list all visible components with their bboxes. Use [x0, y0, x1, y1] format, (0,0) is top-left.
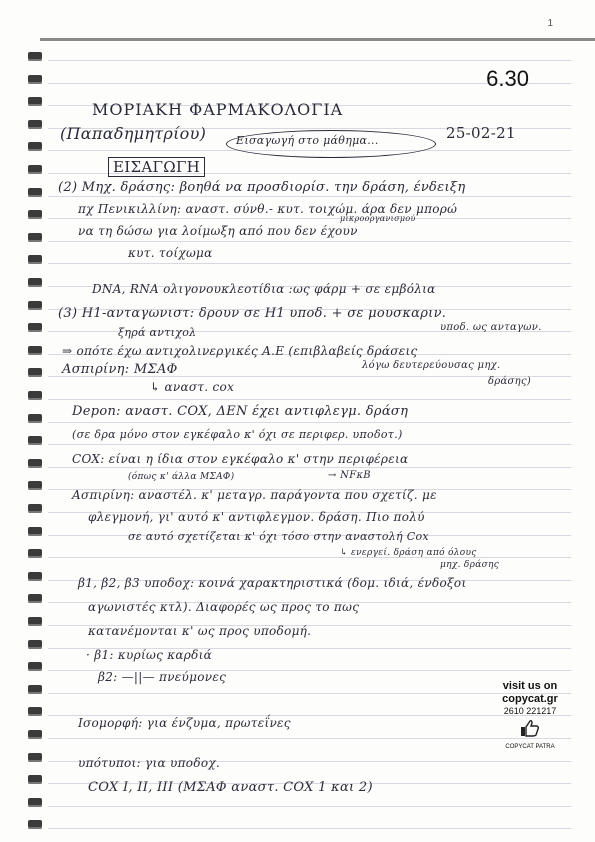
spiral-ring: [28, 594, 42, 603]
note-line-24: COX I, II, III (ΜΣΑΦ αναστ. COX 1 και 2): [88, 780, 373, 795]
note-line-8c: δράσης): [488, 376, 532, 387]
ruled-line: [48, 399, 571, 400]
note-line-18: αγωνιστές κτλ). Διαφορές ως προς το πως: [88, 600, 360, 614]
notes-date: 25-02-21: [446, 124, 516, 142]
note-line-8b: λόγω δευτερεύουσας μηχ.: [362, 360, 501, 371]
note-line-14: Ασπιρίνη: αναστέλ. κ' μεταγρ. παράγοντα που σχετίζ. με: [72, 488, 437, 502]
spiral-ring: [28, 459, 42, 468]
note-line-21: β2: —||— πνεύμονες: [98, 670, 227, 684]
spiral-ring: [28, 481, 42, 490]
notes-title: ΜΟΡΙΑΚΗ ΦΑΡΜΑΚΟΛΟΓΙΑ: [92, 100, 344, 119]
page-top-edge: [40, 38, 595, 41]
promo-website: copycat.gr: [502, 693, 558, 705]
spiral-ring: [28, 52, 42, 61]
spiral-ring: [28, 301, 42, 310]
note-line-3: να τη δώσω για λοίμωξη από που δεν έχουν: [78, 224, 358, 238]
section-heading: ΕΙΣΑΓΩΓΗ: [108, 158, 205, 176]
spiral-ring: [28, 188, 42, 197]
note-line-4: κυτ. τοίχωμα: [128, 246, 213, 260]
note-line-19: κατανέμονται κ' ως προς υποδομή.: [88, 624, 312, 638]
note-line-2: πχ Πενικιλλίνη: αναστ. σύνθ.- κυτ. τοιχώμ. άρα δεν μπορώ: [78, 202, 458, 216]
spiral-ring: [28, 75, 42, 84]
note-line-16: σε αυτό σχετίζεται κ' όχι τόσο στην αναστολή Cox: [128, 530, 429, 543]
spiral-ring: [28, 730, 42, 739]
spiral-ring: [28, 775, 42, 784]
subtitle-text: Εισαγωγή στο μάθημα...: [236, 134, 379, 147]
note-line-6: (3) H1-ανταγωνιστ: δρουν σε H1 υποδ. + σε μουσκαριν.: [58, 306, 447, 321]
ruled-line: [48, 557, 571, 558]
spiral-ring: [28, 120, 42, 129]
promo-visit-text: visit us on: [502, 680, 558, 692]
spiral-ring: [28, 527, 42, 536]
spiral-binding: [0, 40, 42, 842]
ruled-line: [48, 196, 571, 197]
spiral-ring: [28, 391, 42, 400]
spiral-ring: [28, 142, 42, 151]
spiral-ring: [28, 753, 42, 762]
thumbs-up-icon: [520, 719, 540, 737]
page-number: 1: [547, 18, 553, 29]
note-line-8: ⇒ οπότε έχω αντιχολινεργικές Α.Ε (επιβλαβείς δράσεις: [62, 344, 418, 358]
note-line-6b: υποδ. ως ανταγων.: [440, 322, 542, 333]
note-line-22: Ισομορφή: για ένζυμα, πρωτεΐνες: [78, 716, 291, 730]
spiral-ring: [28, 685, 42, 694]
spiral-ring: [28, 255, 42, 264]
note-line-13: COX: είναι η ίδια στον εγκέφαλο κ' στην περιφέρεια: [72, 452, 409, 466]
note-line-9: Ασπιρίνη: ΜΣΑΦ: [62, 362, 178, 377]
spiral-ring: [28, 572, 42, 581]
spiral-ring: [28, 210, 42, 219]
note-line-7: ξηρά αντιχολ: [118, 326, 197, 339]
spiral-ring: [28, 820, 42, 829]
spiral-ring: [28, 97, 42, 106]
note-line-3-annotation: μικροοργανισμού: [340, 214, 416, 223]
ruled-line: [48, 422, 571, 423]
note-line-12: (σε δρα μόνο στον εγκέφαλο κ' όχι σε περιφερ. υποδοτ.): [72, 428, 403, 441]
professor-name: (Παπαδημητρίου): [60, 124, 207, 143]
note-line-14b: → NFκΒ: [328, 470, 371, 481]
spiral-ring: [28, 707, 42, 716]
note-line-1: (2) Μηχ. δράσης: βοηθά να προσδιορίσ. την δράση, ένδειξη: [58, 180, 466, 195]
note-line-14a: (όπως κ' άλλα ΜΣΑΦ): [128, 472, 235, 482]
note-line-15: φλεγμονή, γι' αυτό κ' αντιφλεγμον. δράση. Πιο πολύ: [88, 510, 425, 524]
promo-phone: 2610 221217: [503, 706, 557, 716]
note-line-16b: ↳ ενεργεί. δράση από όλους: [340, 548, 477, 558]
spiral-ring: [28, 368, 42, 377]
note-line-23: υπότυποι: για υποδοχ.: [78, 756, 221, 770]
spiral-ring: [28, 504, 42, 513]
spiral-ring: [28, 798, 42, 807]
copycat-promo: [490, 680, 570, 751]
note-line-17: β1, β2, β3 υποδοχ: κοινά χαρακτηριστικά (δομ. ιδιά, ένδοξοι: [78, 576, 467, 590]
ruled-line: [48, 806, 571, 807]
note-line-5: DNA, RNA ολιγονουκλεοτίδια :ως φάρμ + σε εμβόλια: [92, 282, 436, 296]
spiral-ring: [28, 662, 42, 671]
note-line-20: · β1: κυρίως καρδιά: [86, 648, 213, 662]
copy-code: 6.30: [486, 66, 529, 91]
ruled-line: [48, 828, 571, 829]
ruled-line: [48, 241, 571, 242]
note-line-10: ↳ αναστ. cox: [150, 380, 235, 394]
note-line-16c: μηχ. δράσης: [440, 560, 500, 570]
ruled-line: [48, 218, 571, 219]
spiral-ring: [28, 436, 42, 445]
spiral-ring: [28, 346, 42, 355]
ruled-line: [48, 60, 571, 61]
spiral-ring: [28, 617, 42, 626]
spiral-ring: [28, 323, 42, 332]
spiral-ring: [28, 640, 42, 649]
ruled-line: [48, 444, 571, 445]
spiral-ring: [28, 414, 42, 423]
spiral-ring: [28, 278, 42, 287]
note-line-11: Depon: αναστ. COX, ΔΕΝ έχει αντιφλεγμ. δράση: [72, 404, 409, 419]
promo-brand: COPYCAT PATRA: [505, 744, 555, 750]
ruled-line: [48, 263, 571, 264]
ruled-line: [48, 467, 571, 468]
spiral-ring: [28, 165, 42, 174]
spiral-ring: [28, 549, 42, 558]
spiral-ring: [28, 233, 42, 242]
